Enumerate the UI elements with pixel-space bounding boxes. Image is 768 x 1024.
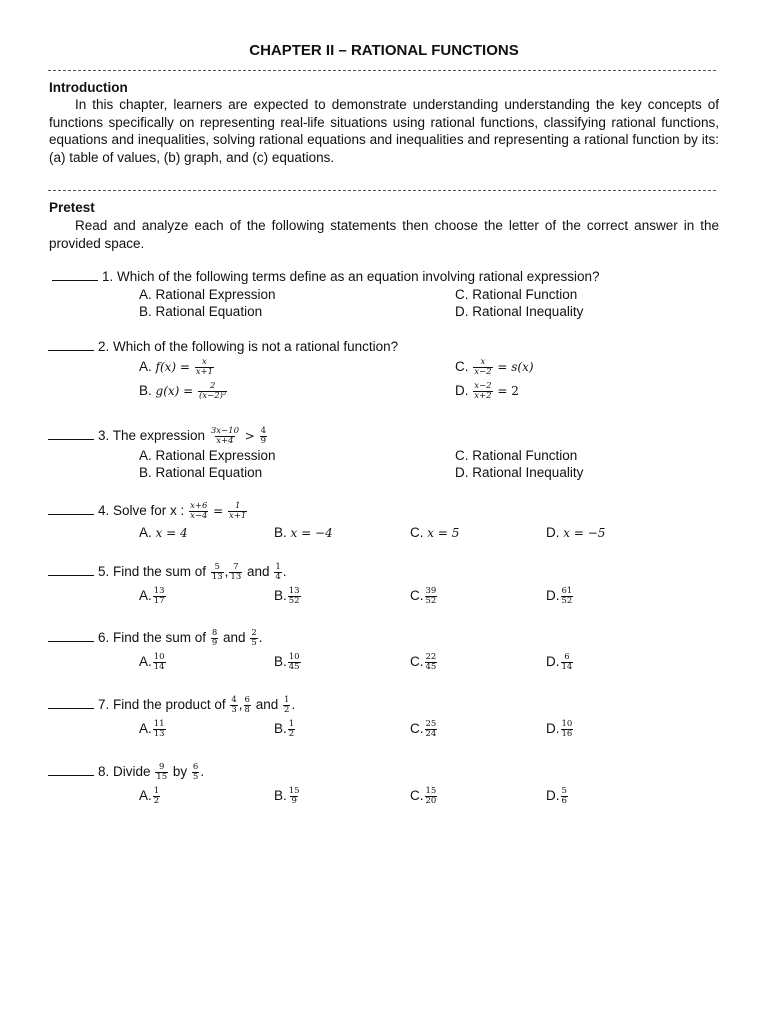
option-c: C. $\frac{x}{x-2}$ = s(x) [455,357,534,377]
answer-blank[interactable] [52,268,98,281]
question-text: 2. Which of the following is not a rational function? [98,339,399,354]
question-6: 6. Find the sum of $\frac{8}{9}$ and $\frac{2}{5}$ . [48,629,263,648]
option-b: B. Rational Equation [139,465,263,480]
option-a: A. $\frac{1}{2}$ [139,786,160,806]
option-b: B. x = −4 [274,525,333,540]
question-4: 4. Solve for x : $\frac{x+6}{x-4}$ = $\frac{1}{x+1}$ [48,502,248,521]
option-c: C. Rational Function [455,448,578,463]
answer-blank[interactable] [48,696,94,709]
fraction: $\frac{4}{3}$ [231,695,237,715]
fraction: $\frac{3x-10}{x+4}$ [210,426,239,446]
question-3: 3. The expression $\frac{3x-10}{x+4}$ > $\frac{4}{9}$ [48,427,268,446]
fraction: $\frac{1}{4}$ [275,562,281,582]
option-c: C. $\frac{22}{45}$ [410,652,437,672]
fraction: $\frac{6}{5}$ [192,762,199,782]
option-d: D. $\frac{61}{52}$ [546,586,573,606]
question-2 [48,338,398,355]
option-d: D. $\frac{5}{6}$ [546,786,567,806]
option-a: A. $\frac{13}{17}$ [139,586,165,606]
option-d: D. Rational Inequality [455,465,584,480]
question-text: 6. Find the sum of [98,630,207,646]
introduction-text: In this chapter, learners are expected to demonstrate understanding understanding the key concepts of functions specifically on representing real-life situations using rational functions, classifying rational functions, equations and inequalities, solving rational equations and inequalities and representing a rational function by its: (a) table of values, (b) graph, and (c) equations. [49,97,719,165]
pretest-heading: Pretest [49,200,95,215]
option-b: B. $\frac{10}{45}$ [274,652,300,672]
option-a: A. Rational Expression [139,287,276,302]
answer-blank[interactable] [48,338,94,351]
question-7: 7. Find the product of $\frac{4}{3}$ , $\frac{6}{8}$ and $\frac{1}{2}$ . [48,696,295,715]
fraction: $\frac{22}{45}$ [425,652,437,672]
answer-blank[interactable] [48,502,94,515]
option-b: B. g(x) = $\frac{2}{\text{(x−2)²}}$ [139,381,227,401]
option-a: A. f(x) = $\frac{x}{x+1}$ [139,357,214,377]
fraction: $\frac{5}{13}$ [211,562,223,582]
option-b: B. Rational Equation [139,304,263,319]
fraction: $\frac{x-2}{x+2}$ [474,381,492,401]
fraction: $\frac{15}{9}$ [288,786,300,806]
option-b: B. $\frac{13}{52}$ [274,586,300,606]
option-d: D. $\frac{x-2}{x+2}$ = 2 [455,381,519,401]
option-c: C. $\frac{39}{52}$ [410,586,437,606]
fraction: $\frac{8}{9}$ [211,628,218,648]
answer-blank[interactable] [48,763,94,776]
fraction: $\frac{1}{2}$ [288,719,295,739]
answer-blank[interactable] [48,427,94,440]
question-text: 1. Which of the following terms define as an equation involving rational expression? [102,269,600,284]
option-a: A. Rational Expression [139,448,276,463]
answer-blank[interactable] [48,563,94,576]
fraction: $\frac{7}{13}$ [230,562,242,582]
fraction: $\frac{5}{6}$ [561,786,567,806]
fraction: $\frac{13}{17}$ [153,586,165,606]
option-b: B. $\frac{1}{2}$ [274,719,295,739]
fraction: $\frac{x}{x-2}$ [474,357,492,377]
fraction: $\frac{61}{52}$ [561,586,573,606]
pretest-instructions: Read and analyze each of the following statements then choose the letter of the correct answer in the provided space. [49,218,719,251]
question-text: 7. Find the product of [98,697,226,713]
fraction: $\frac{9}{15}$ [156,762,168,782]
option-b: B. $\frac{15}{9}$ [274,786,300,806]
fraction: $\frac{39}{52}$ [425,586,437,606]
question-5: 5. Find the sum of $\frac{5}{13}$ , $\frac{7}{13}$ and $\frac{1}{4}$ . [48,563,287,582]
fraction: $\frac{1}{x+1}$ [228,501,247,521]
divider [48,190,716,191]
fraction: $\frac{x+6}{x-4}$ [190,501,208,521]
answer-blank[interactable] [48,629,94,642]
fraction: $\frac{6}{14}$ [561,652,573,672]
question-text: 4. Solve for x : [98,503,185,519]
question-1 [52,268,600,285]
fraction: $\frac{13}{52}$ [288,586,300,606]
option-d: D. Rational Inequality [455,304,584,319]
divider [48,70,716,71]
fraction: $\frac{1}{2}$ [153,786,160,806]
fraction: $\frac{1}{2}$ [284,695,290,715]
fraction: $\frac{4}{9}$ [260,426,266,446]
option-a: A. x = 4 [139,525,188,540]
chapter-title: CHAPTER II – RATIONAL FUNCTIONS [249,42,519,59]
introduction-heading: Introduction [49,80,128,95]
fraction: $\frac{10}{14}$ [153,652,165,672]
option-c: C. $\frac{25}{24}$ [410,719,437,739]
option-a: A. $\frac{10}{14}$ [139,652,165,672]
fraction: $\frac{x}{x+1}$ [195,357,214,377]
fraction: $\frac{25}{24}$ [425,719,437,739]
fraction: $\frac{6}{8}$ [244,695,250,715]
option-c: C. x = 5 [410,525,460,540]
fraction: $\frac{2}{\text{(x−2)²}}$ [198,381,227,401]
option-d: D. x = −5 [546,525,606,540]
fraction: $\frac{2}{5}$ [251,628,257,648]
question-8: 8. Divide $\frac{9}{15}$ by $\frac{6}{5}$ . [48,763,204,782]
option-d: D. $\frac{6}{14}$ [546,652,573,672]
option-c: C. Rational Function [455,287,578,302]
fraction: $\frac{10}{45}$ [288,652,300,672]
fraction: $\frac{15}{20}$ [425,786,437,806]
option-c: C. $\frac{15}{20}$ [410,786,437,806]
question-text: 8. Divide [98,764,151,780]
option-d: D. $\frac{10}{16}$ [546,719,573,739]
fraction: $\frac{10}{16}$ [561,719,573,739]
question-text: 3. The expression [98,428,206,444]
question-text: 5. Find the sum of [98,564,207,580]
fraction: $\frac{11}{13}$ [153,719,165,739]
option-a: A. $\frac{11}{13}$ [139,719,165,739]
